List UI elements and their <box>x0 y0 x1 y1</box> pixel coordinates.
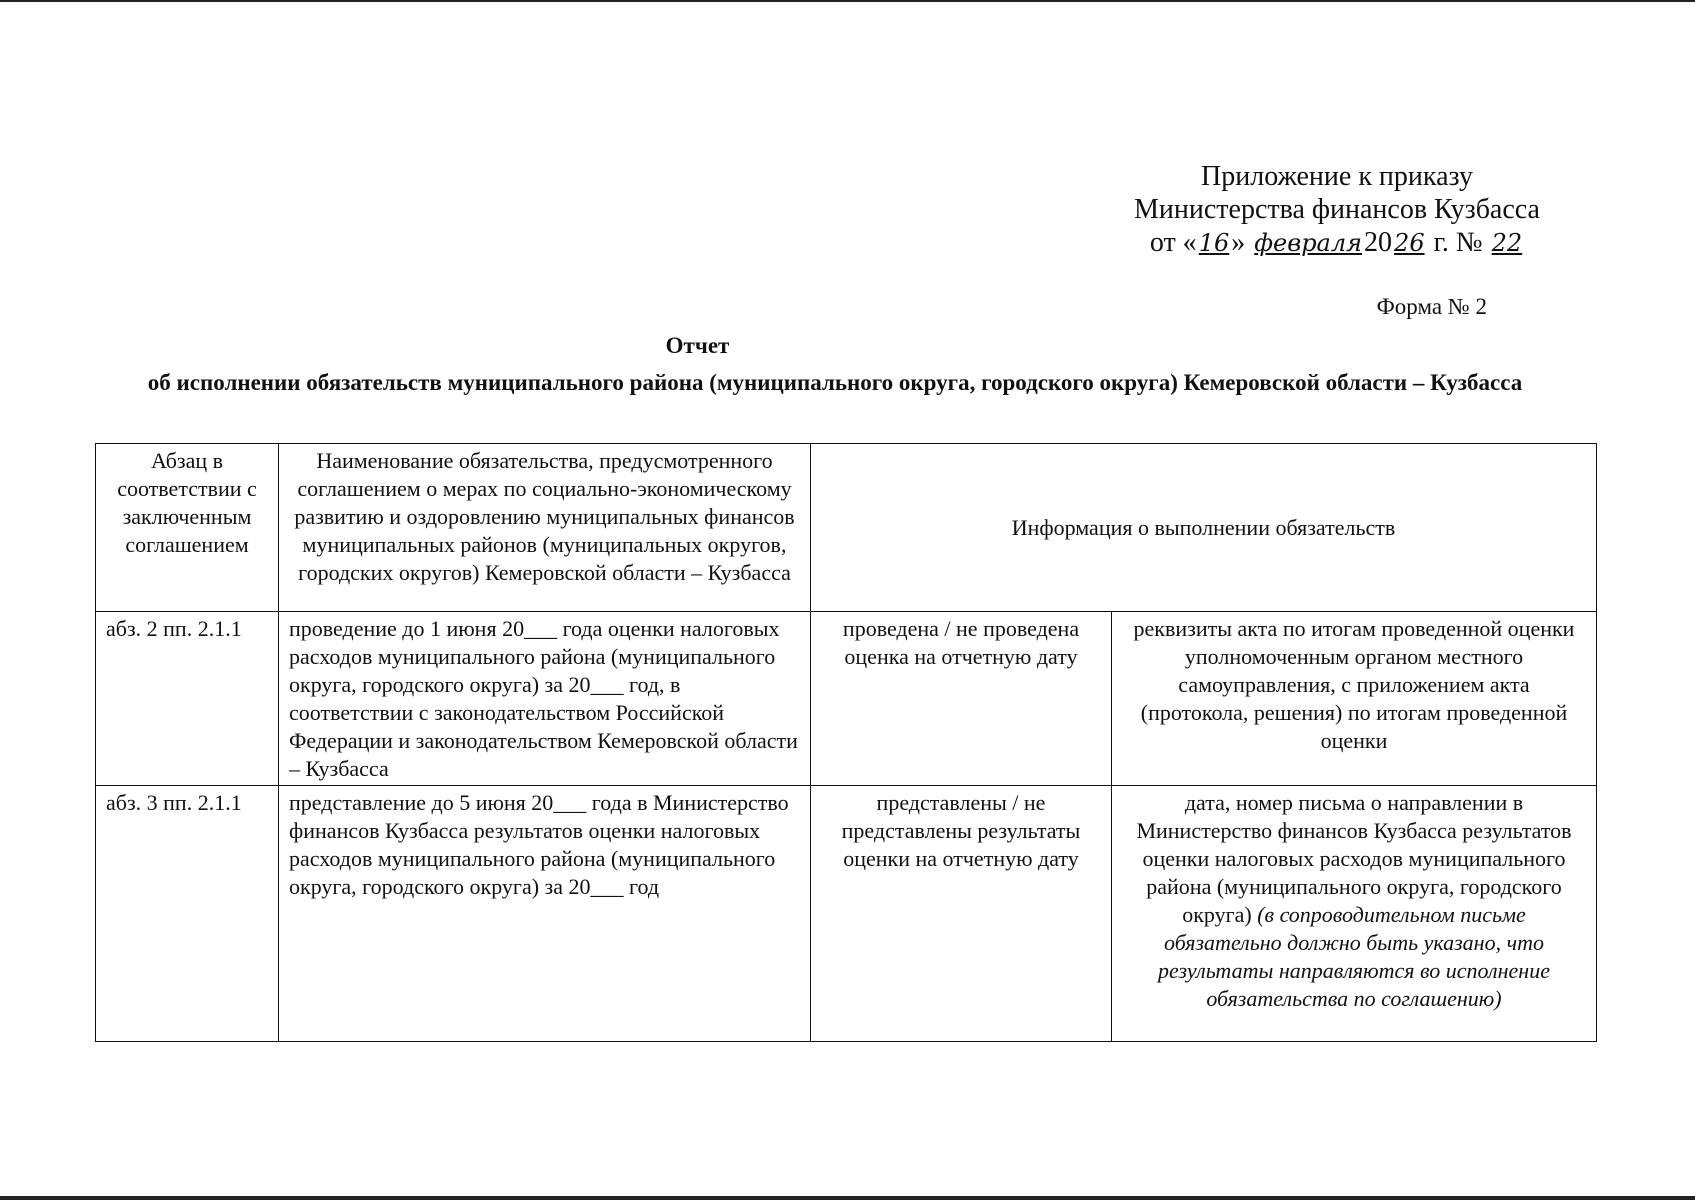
date-mid: » <box>1231 227 1253 258</box>
header-fulfillment-info: Информация о выполнении обязательств <box>811 444 1597 612</box>
table-header-row <box>96 444 1597 612</box>
date-day: 16 <box>1198 229 1230 257</box>
cell-paragraph: абз. 3 пп. 2.1.1 <box>96 786 279 1042</box>
date-year: 26 <box>1394 229 1425 257</box>
obligations-table <box>95 443 1597 1042</box>
page-border-top <box>0 0 1695 2</box>
document-title: Отчет <box>665 333 730 358</box>
table-row <box>96 612 1597 786</box>
date-year-prefix: 20 <box>1364 227 1393 258</box>
cell-paragraph: абз. 2 пп. 2.1.1 <box>96 612 279 786</box>
details-note: (в сопроводительном письме обязательно должно быть указано, что результаты направляются во исполнение обязательства по соглашению) <box>1158 902 1550 1011</box>
form-number: Форма № 2 <box>1376 294 1487 319</box>
date-suffix: г. № <box>1426 227 1490 258</box>
cell-obligation: представление до 5 июня 20___ года в Министерство финансов Кузбасса результатов оценки налоговых расходов муниципального района (муниципального округа, городского округа) за 20___ год <box>279 786 811 1042</box>
date-prefix: от « <box>1149 227 1197 258</box>
order-number: 22 <box>1491 229 1523 257</box>
approval-line-1: Приложение к приказу <box>1201 161 1473 192</box>
cell-status: представлены / не представлены результаты оценки на отчетную дату <box>811 786 1112 1042</box>
approval-block <box>1107 160 1567 260</box>
approval-date-line <box>1107 226 1567 260</box>
date-month: февраля <box>1254 229 1363 257</box>
cell-obligation: проведение до 1 июня 20___ года оценки налоговых расходов муниципального района (муниципального округа, городского округа) за 20___ год, в соответствии с законодательством Российской Федерации и законодательством Кемеровской области – Кузбасса <box>279 612 811 786</box>
document-subtitle: об исполнении обязательств муниципального района (муниципального округа, городского округа) Кемеровской области – Кузбасса <box>147 370 1523 395</box>
header-obligation: Наименование обязательства, предусмотренного соглашением о мерах по социально-экономическому развитию и оздоровлению муниципальных финансов муниципальных районов (муниципальных округов, городских округов) Кемеровской области – Кузбасса <box>279 444 811 612</box>
page-border-bottom <box>0 1196 1695 1200</box>
details-text: реквизиты акта по итогам проведенной оценки уполномоченным органом местного самоуправления, с приложением акта (протокола, решения) по итогам проведенной оценки <box>1133 616 1575 753</box>
header-paragraph: Абзац в соответствии с заключенным соглашением <box>96 444 279 612</box>
details-text: дата, номер письма о направлении в Министерство финансов Кузбасса результатов оценки налоговых расходов муниципального района (муниципального округа, городского округа) <box>1136 790 1572 927</box>
cell-status: проведена / не проведена оценка на отчетную дату <box>811 612 1112 786</box>
cell-details <box>1112 612 1597 786</box>
approval-line-2: Министерства финансов Кузбасса <box>1134 194 1540 225</box>
table-row <box>96 786 1597 1042</box>
cell-details <box>1112 786 1597 1042</box>
